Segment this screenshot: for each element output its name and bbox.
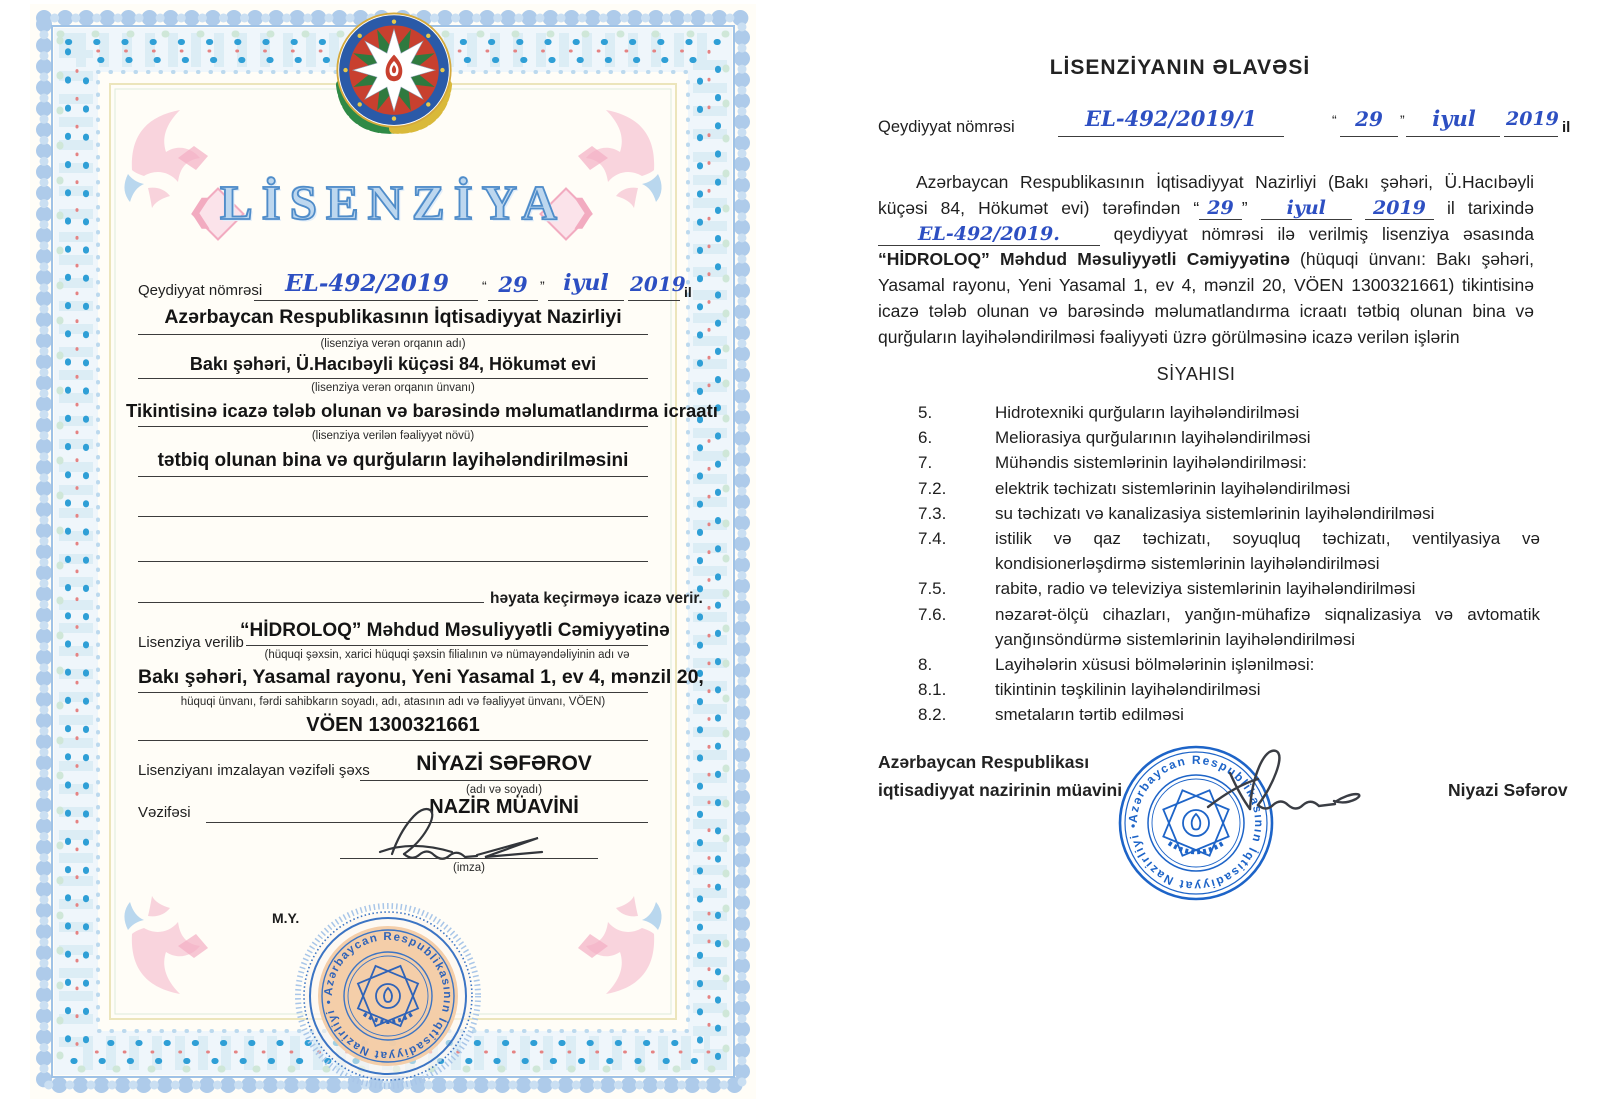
quote-close: ” — [540, 278, 545, 294]
month-handwritten: iyul — [1261, 197, 1352, 220]
list-item: 8.1. tikintinin təşkilinin layihələndirilməsi — [918, 680, 1261, 700]
list-item: 8.2. smetaların tərtib edilməsi — [918, 705, 1184, 725]
license-annex-page — [760, 0, 1600, 1103]
registration-number-handwritten: EL-492/2019 — [285, 270, 449, 297]
list-item: 7. Mühəndis sistemlərinin layihələndirilməsi: — [918, 453, 1307, 473]
azerbaijan-coat-of-arms-icon — [330, 6, 458, 158]
list-item: 7.4. istilik və qaz təchizatı, soyuqluq təchizatı, ventilyasiya və kondisionerləşdirmə sistemlərinin layihələndirilməsi — [918, 529, 1540, 574]
holder-address: Bakı şəhəri, Yasamal rayonu, Yeni Yasamal 1, ev 4, mənzil 20, — [138, 666, 704, 688]
date-suffix: il — [684, 284, 692, 300]
activity-line1: Tikintisinə icazə tələb olunan və barəsində məlumatlandırma icraatı — [126, 400, 718, 421]
permit-text: həyata keçirməyə icazə verir. — [490, 590, 703, 607]
minister-signature — [320, 802, 600, 862]
quote-open: “ — [482, 278, 487, 294]
authority-name-caption: (lisenziya verən orqanın adı) — [320, 338, 466, 350]
position-label: Vəzifəsi — [138, 804, 191, 821]
annex-registration-label: Qeydiyyat nömrəsi — [878, 118, 1015, 136]
license-certificate-page — [30, 4, 756, 1099]
chevron-right-icon: ❯ — [570, 195, 596, 228]
annex-paragraph — [878, 170, 1534, 351]
stamp-ring-text: Azərbaycan Respublikasının İqtisadiyyat Nazirliyi • — [322, 930, 454, 1062]
authority-address-caption: (lisenziya verən orqanın ünvanı) — [311, 382, 475, 394]
paragraph-text: qeydiyyat nömrəsi ilə verilmiş lisenziya əsasında — [1099, 223, 1534, 244]
activity-line2: tətbiq olunan bina və qurğuların layihələndirilməsini — [157, 450, 629, 471]
authority-name: Azərbaycan Respublikasının İqtisadiyyat Nazirliyi — [164, 306, 622, 328]
list-item: 5. Hidrotexniki qurğuların layihələndirilməsi — [918, 403, 1300, 422]
holder-address-caption: hüquqi ünvanı, fərdi sahibkarın soyadı, adı, atasının adı və fəaliyyət ünvanı, VÖEN) — [180, 696, 606, 708]
date-month-handwritten: iyul — [563, 270, 609, 296]
issued-to-value: “HİDROLOQ” Məhdud Məsuliyyətli Cəmiyyətinə — [240, 620, 670, 641]
signer-name: NİYAZİ SƏFƏROV — [416, 752, 592, 775]
quote-close: ” — [1241, 197, 1248, 218]
deputy-minister-signature — [1200, 735, 1380, 825]
issued-to-label: Lisenziya verilib — [138, 634, 244, 651]
stamp-ring-text: Azərbaycan Respublikasının İqtisadiyyat Nazirliyi • — [1125, 752, 1267, 894]
list-item: 7.3. su təchizatı və kanalizasiya sistemlərinin layihələndirilməsi — [918, 503, 1435, 523]
reg-number-handwritten: EL-492/2019. — [878, 223, 1100, 246]
signatory-title-line2: iqtisadiyyat nazirinin müavini — [878, 780, 1123, 800]
signer-label: Lisenziyanı imzalayan vəzifəli şəxs — [138, 762, 370, 779]
imza-caption: (imza) — [453, 862, 485, 874]
voen-value: VÖEN 1300321661 — [306, 714, 480, 736]
seal-place-label: M.Y. — [272, 910, 300, 926]
year-handwritten: 2019 — [1365, 197, 1434, 220]
signer-caption: (adı və soyadı) — [465, 784, 543, 796]
annex-date-day-handwritten: 29 — [1355, 107, 1383, 131]
paragraph-text: Azərbaycan Respublikasının İqtisadiyyat Nazirliyi (Bakı şəhəri, Ü.Hacıbəyli küçəsi 84, Hökumət evi) tərəfindən — [878, 172, 1534, 218]
quote-open: “ — [1332, 112, 1337, 128]
date-day-handwritten: 29 — [498, 272, 528, 297]
activity-caption: (lisenziya verilən fəaliyyət növü) — [311, 430, 475, 442]
annex-title: LİSENZİYANIN ƏLAVƏSİ — [1049, 56, 1311, 79]
blank-rule — [138, 516, 648, 517]
list-item: 7.6. nəzarət-ölçü cihazları, yanğın-mühafizə siqnalizasiya və avtomatik yanğınsöndürmə sistemlərinin layihələndirilməsi — [918, 604, 1540, 649]
ministry-stamp-inked — [292, 900, 484, 1092]
list-title: SİYAHISI — [1156, 364, 1236, 384]
annex-date-month-handwritten: iyul — [1432, 106, 1476, 131]
certificate-title: LİSENZİYA — [219, 175, 567, 230]
annex-registration-number-handwritten: EL-492/2019/1 — [1085, 106, 1257, 131]
company-name-bold: “HİDROLOQ” Məhdud Məsuliyyətli Cəmiyyətinə — [878, 249, 1290, 270]
list-item: 7.2. elektrik təchizatı sistemlərinin layihələndirilməsi — [918, 478, 1351, 498]
list-item: 7.5. rabitə, radio və televiziya sistemlərinin layihələndirilməsi — [918, 579, 1416, 599]
signatory-name: Niyazi Səfərov — [1448, 780, 1568, 800]
blank-rule — [138, 561, 648, 562]
issued-to-caption: (hüquqi şəxsin, xarici hüquqi şəxsin filialının və nümayəndəliyinin adı və — [264, 649, 630, 661]
registration-label: Qeydiyyat nömrəsi — [138, 282, 263, 299]
quote-open: “ — [1193, 197, 1200, 218]
permitted-works-list — [918, 400, 1540, 728]
list-item: 8. Layihələrin xüsusi bölmələrinin işlənilməsi: — [918, 655, 1315, 675]
annex-date-year-handwritten: 2019 — [1506, 108, 1559, 130]
annex-date-suffix: il — [1562, 119, 1571, 136]
paragraph-text: (hüquqi ünvanı: Bakı şəhəri, Yasamal rayonu, Yeni Yasamal 1, ev 4, mənzil 20, VÖEN 1300321661) tikintisinə icazə tələb olunan və barəsində məlumatlandırma icraatı tətbiq olunan bina və qurğuların layihələndirilməsi fəaliyyəti üzrə görülməsinə icazə verilən işlərin — [878, 249, 1534, 347]
chevron-left-icon: ❮ — [188, 195, 214, 228]
date-year-handwritten: 2019 — [630, 272, 686, 296]
paragraph-text: il tarixində — [1433, 197, 1534, 218]
list-item: 6. Meliorasiya qurğularının layihələndirilməsi — [918, 428, 1311, 448]
signatory-title-line1: Azərbaycan Respublikası — [878, 752, 1090, 772]
day-handwritten: 29 — [1199, 197, 1241, 220]
position-value: NAZİR MÜAVİNİ — [429, 796, 579, 818]
quote-close: ” — [1400, 112, 1405, 128]
authority-address: Bakı şəhəri, Ü.Hacıbəyli küçəsi 84, Hökumət evi — [189, 354, 597, 374]
